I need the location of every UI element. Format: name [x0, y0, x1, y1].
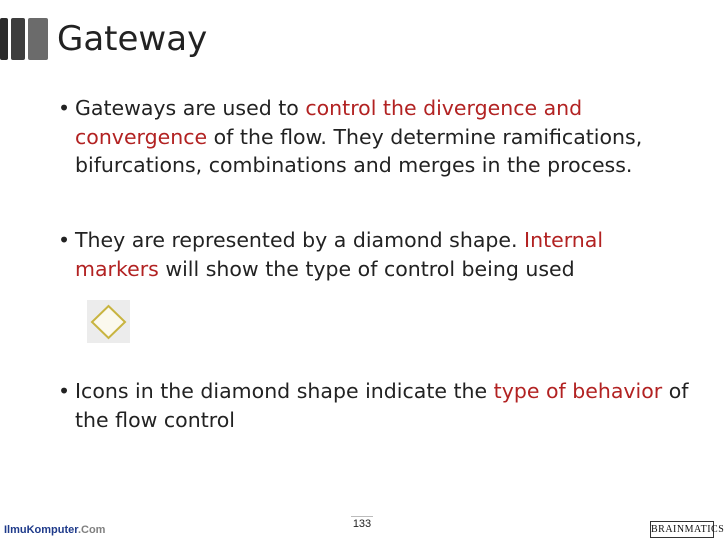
bullet-1-text-end: of the flow. They determine ramifications, bifurcations, combinations and merges in the process.	[75, 124, 643, 177]
bullet-1-highlight: control the divergence and convergence	[75, 96, 583, 149]
title-decoration-bars	[0, 18, 50, 60]
page-number: 133	[352, 518, 372, 530]
title-bar-dark	[0, 18, 8, 60]
gateway-diamond-icon-box	[87, 300, 130, 343]
slide-title: Gateway	[57, 19, 208, 59]
bullet-symbol: •	[58, 96, 71, 120]
title-bar-light	[28, 18, 48, 60]
brainmatics-logo: BRAINMATICS	[650, 521, 714, 538]
bullet-item-2	[58, 226, 690, 283]
diamond-icon	[87, 300, 130, 343]
bullet-item-1	[58, 94, 690, 180]
page-number-rule	[351, 516, 373, 517]
logo-suffix-text: .Com	[77, 524, 106, 536]
bullet-3-text-start: Icons in the diamond shape indicate the	[75, 379, 494, 403]
bullet-3-text-end: of the flow control	[75, 379, 689, 432]
bullet-3-highlight: type of behavior	[493, 379, 663, 403]
bullet-symbol: •	[58, 228, 71, 252]
bullet-1-text-start: Gateways are used to	[75, 96, 306, 120]
logo-main-text: IlmuKomputer	[4, 524, 78, 536]
bullet-2-text-end: will show the type of control being used	[158, 256, 575, 281]
bullet-2-text-start: They are represented by a diamond shape.	[75, 228, 525, 252]
ilmukomputer-logo	[4, 524, 105, 536]
bullet-item-3	[58, 377, 690, 434]
bullet-symbol: •	[58, 379, 71, 403]
bullet-2-highlight: Internal markers	[75, 228, 604, 281]
title-bar-medium	[11, 18, 25, 60]
